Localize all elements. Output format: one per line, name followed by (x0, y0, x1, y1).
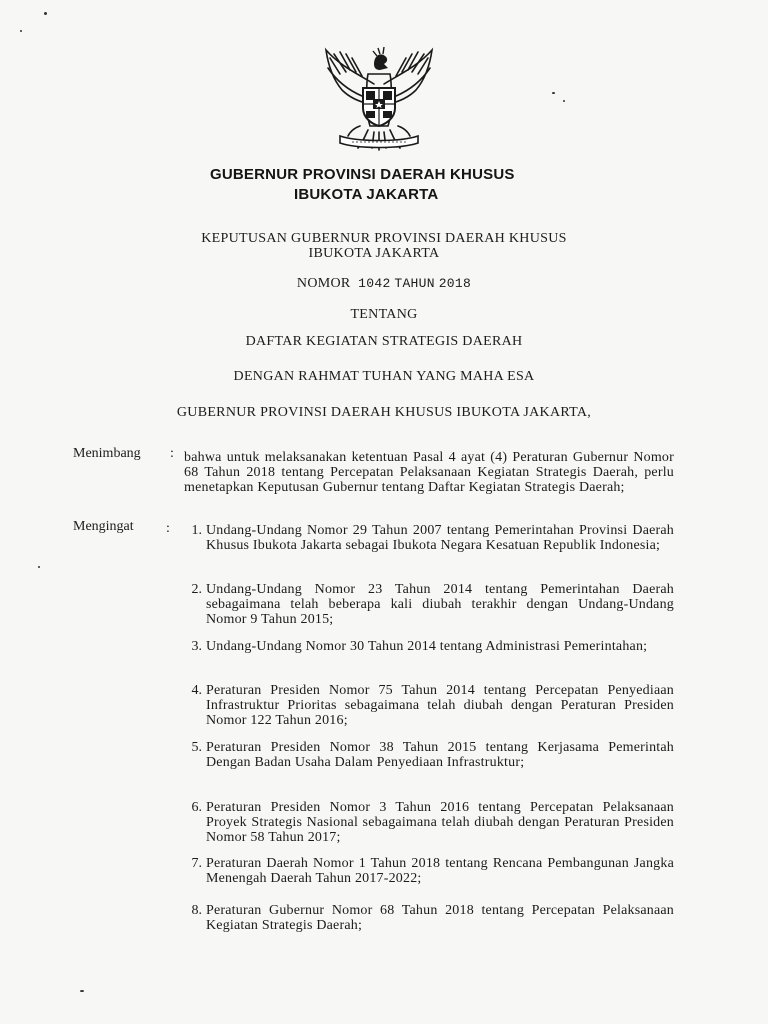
decree-number-line (0, 276, 768, 292)
item-text: Undang-Undang Nomor 29 Tahun 2007 tentang Pemerintahan Provinsi Daerah Khusus Ibukota Jakarta sebagai Ibukota Negara Kesatuan Republik Indonesia; (206, 523, 674, 553)
scan-speck (38, 566, 40, 568)
item-number: 2. (191, 582, 202, 597)
item-text: Peraturan Gubernur Nomor 68 Tahun 2018 tentang Percepatan Pelaksanaan Kegiatan Strategis Daerah; (206, 903, 674, 933)
item-number: 1. (191, 523, 202, 538)
item-text: Peraturan Presiden Nomor 38 Tahun 2015 tentang Kerjasama Pemerintah Dengan Badan Usaha Dalam Penyediaan Infrastruktur; (206, 740, 674, 770)
issuer-line: GUBERNUR PROVINSI DAERAH KHUSUS IBUKOTA JAKARTA, (176, 405, 592, 420)
item-number: 4. (191, 683, 202, 698)
mengingat-colon: : (166, 521, 170, 536)
decree-title-line1: KEPUTUSAN GUBERNUR PROVINSI DAERAH KHUSUS (201, 231, 567, 246)
nomor-label: NOMOR (296, 276, 351, 291)
scan-speck (44, 12, 47, 15)
issuer-header-line2: IBUKOTA JAKARTA (294, 186, 439, 203)
blessing-line: DENGAN RAHMAT TUHAN YANG MAHA ESA (233, 369, 535, 384)
scan-speck (552, 92, 555, 94)
decree-title-line2: IBUKOTA JAKARTA (308, 246, 440, 261)
scan-speck (20, 30, 22, 32)
menimbang-colon: : (170, 446, 174, 461)
scan-speck (80, 990, 84, 992)
menimbang-text: bahwa untuk melaksanakan ketentuan Pasal 4 ayat (4) Peraturan Gubernur Nomor 68 Tahun 2018 tentang Percepatan Pelaksanaan Kegiatan Strategis Daerah, perlu menetapkan Keputusan Gubernur tentang Daftar Kegiatan Strategis Daerah; (184, 450, 674, 495)
nomor-value: 1042 (358, 276, 391, 291)
item-number: 5. (191, 740, 202, 755)
decree-subject: DAFTAR KEGIATAN STRATEGIS DAERAH (245, 334, 523, 349)
scan-speck (563, 100, 565, 102)
tahun-label: TAHUN (394, 276, 435, 291)
tahun-value: 2018 (438, 276, 472, 291)
item-number: 6. (191, 800, 202, 815)
item-number: 3. (191, 639, 202, 654)
issuer-header-line1: GUBERNUR PROVINSI DAERAH KHUSUS (210, 166, 515, 183)
item-number: 8. (191, 903, 202, 918)
tentang-heading: TENTANG (350, 307, 418, 322)
item-text: Peraturan Presiden Nomor 75 Tahun 2014 tentang Percepatan Penyediaan Infrastruktur Prioritas sebagaimana telah diubah dengan Peraturan Presiden Nomor 122 Tahun 2016; (206, 683, 674, 728)
mengingat-label: Mengingat (73, 519, 134, 534)
item-text: Undang-Undang Nomor 30 Tahun 2014 tentang Administrasi Pemerintahan; (206, 639, 648, 654)
item-text: Peraturan Presiden Nomor 3 Tahun 2016 tentang Percepatan Pelaksanaan Proyek Strategis Nasional sebagaimana telah diubah dengan Peraturan Presiden Nomor 58 Tahun 2017; (206, 800, 674, 845)
item-text: Undang-Undang Nomor 23 Tahun 2014 tentang Pemerintahan Daerah sebagaimana telah beberapa kali diubah terakhir dengan Undang-Undang Nomor 9 Tahun 2015; (206, 582, 674, 627)
item-text: Peraturan Daerah Nomor 1 Tahun 2018 tentang Rencana Pembangunan Jangka Menengah Daerah Tahun 2017-2022; (206, 856, 674, 886)
garuda-emblem-icon (318, 44, 440, 152)
menimbang-label: Menimbang (73, 446, 141, 461)
item-number: 7. (191, 856, 202, 871)
